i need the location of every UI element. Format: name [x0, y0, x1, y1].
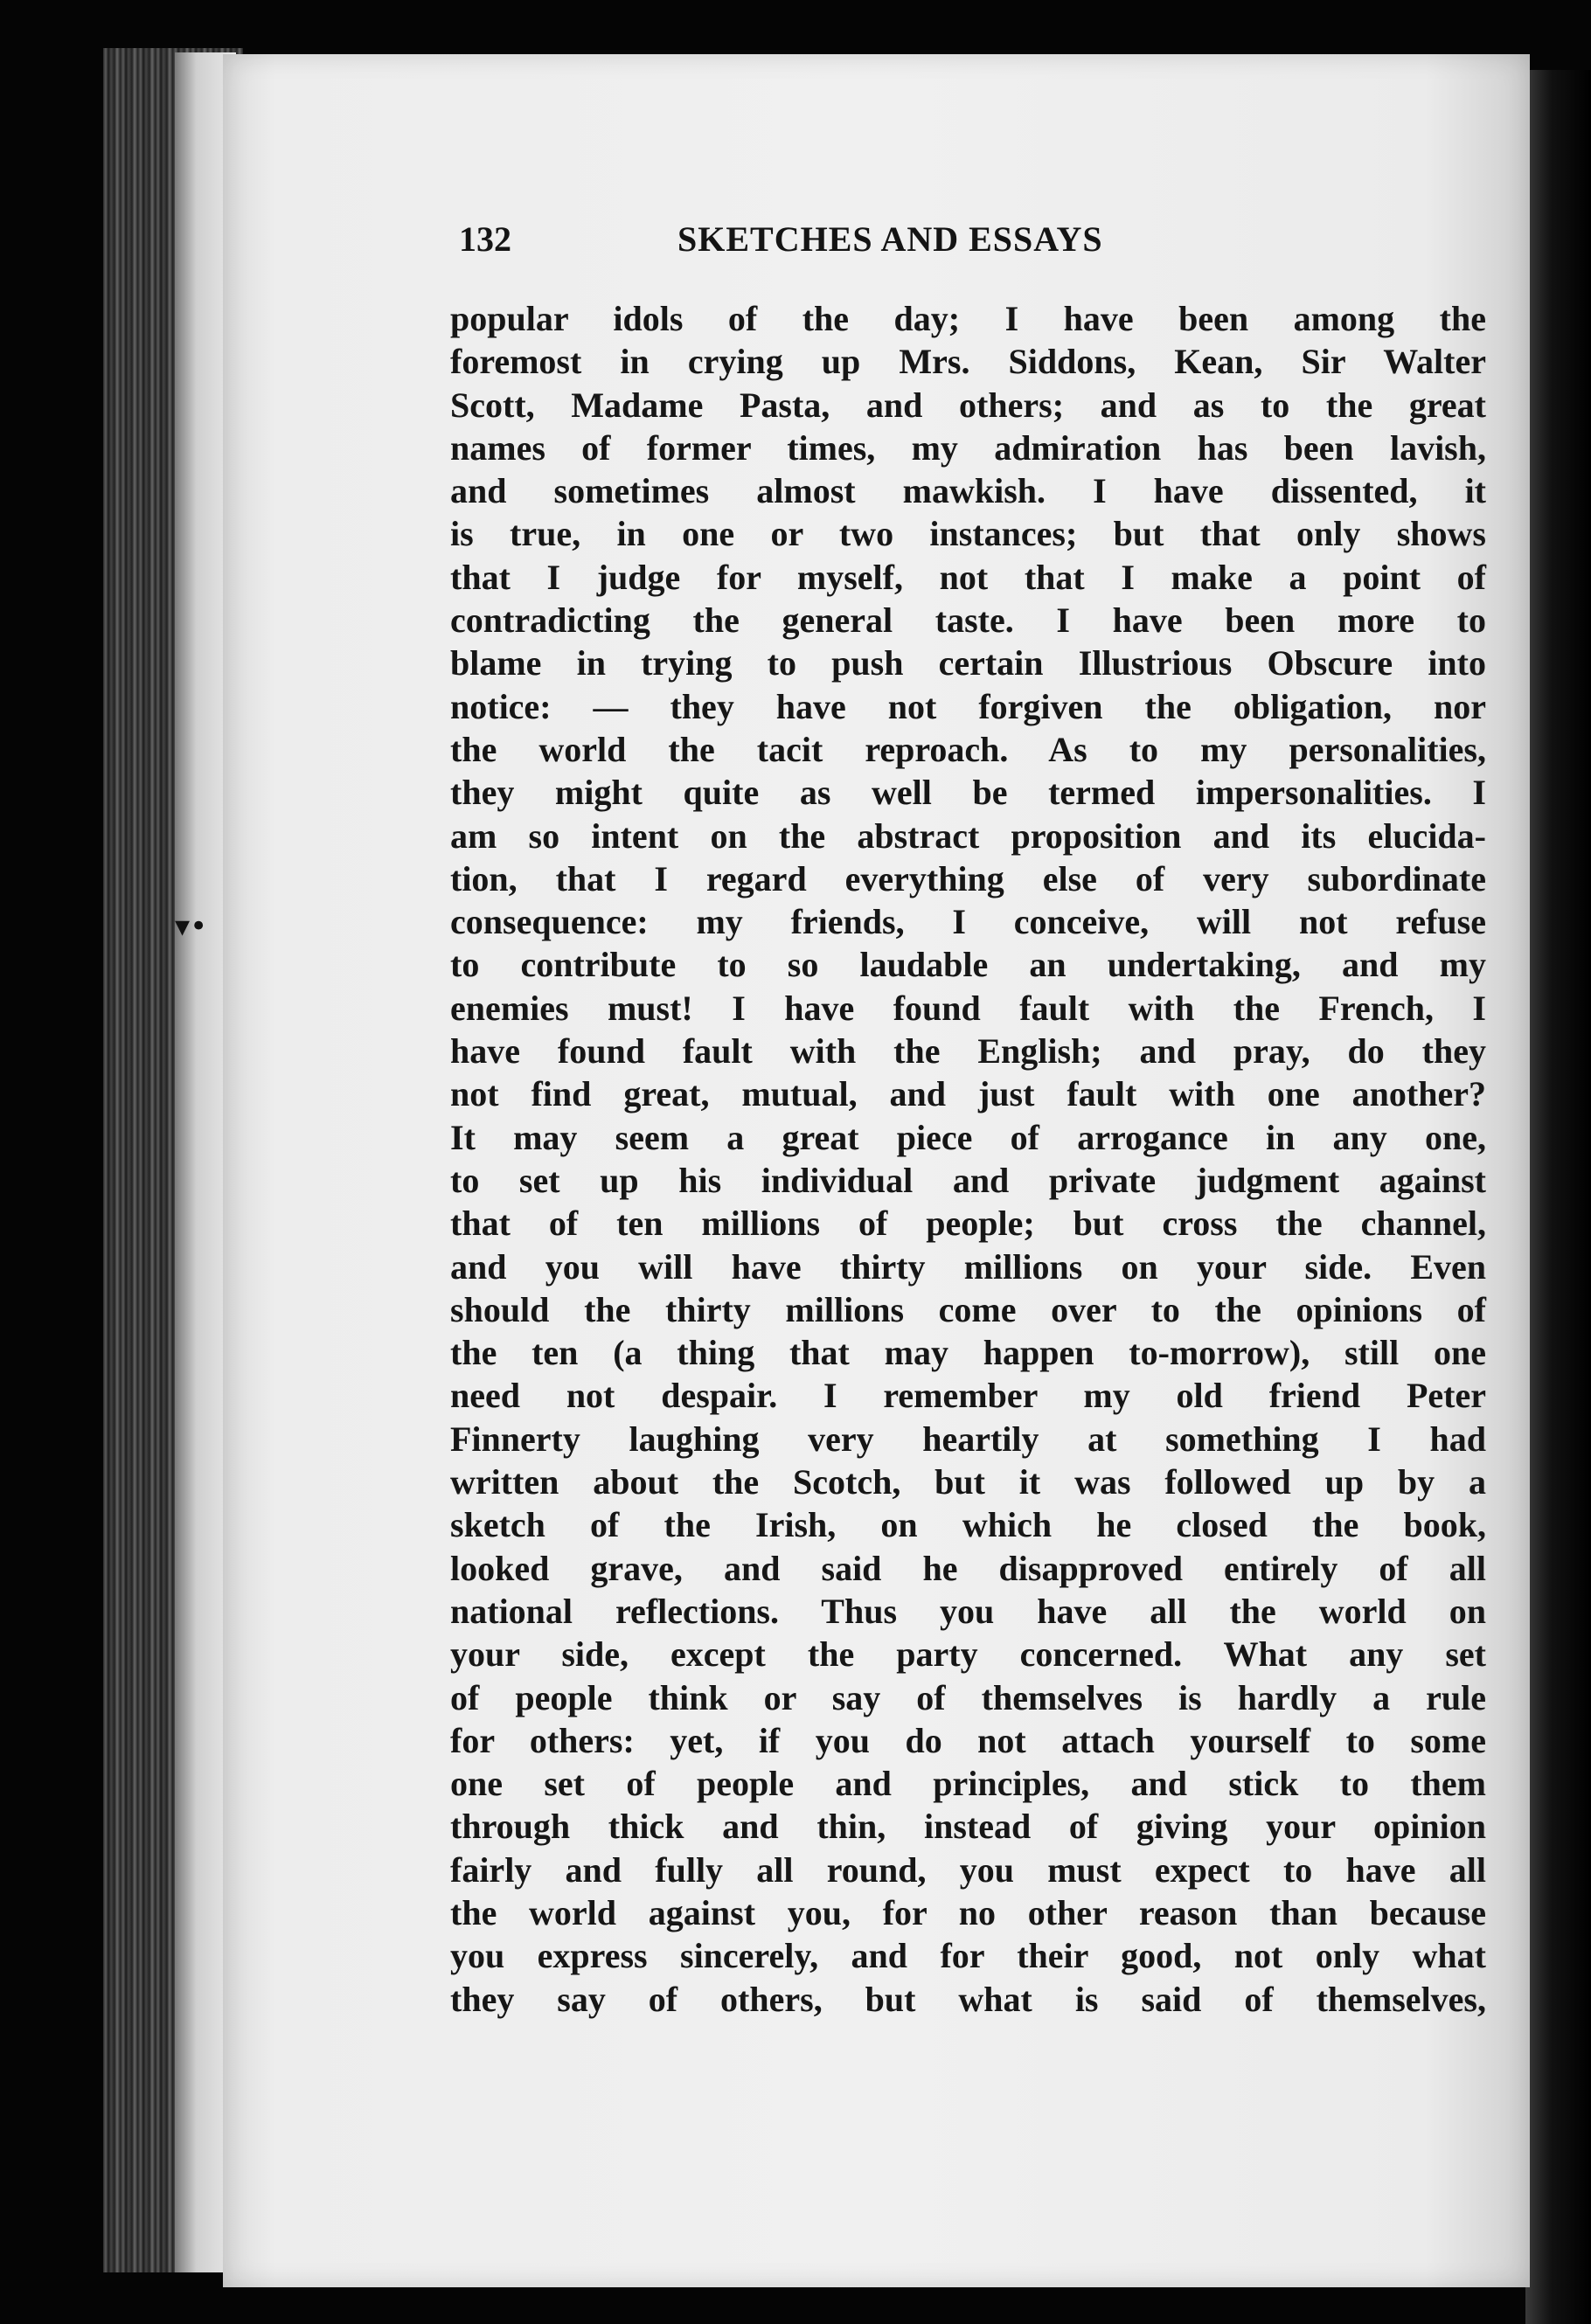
text-line: through thick and thin, instead of giving your opinion [450, 1807, 1486, 1847]
text-line: should the thirty millions come over to the opinions of [450, 1289, 1486, 1329]
text-line: enemies must! I have found fault with the French, I [450, 988, 1486, 1028]
text-line: notice: — they have not forgiven the obligation, nor [450, 686, 1486, 726]
text-line: national reflections. Thus you have all the world on [450, 1591, 1486, 1631]
text-line: fairly and fully all round, you must expect to have all [450, 1849, 1486, 1890]
text-line: and sometimes almost mawkish. I have dissented, it [450, 471, 1486, 511]
text-line: names of former times, my admiration has been lavish, [450, 427, 1486, 468]
text-line: not find great, mutual, and just fault with one another? [450, 1074, 1486, 1114]
text-line: Finnerty laughing very heartily at something I had [450, 1419, 1486, 1459]
page-header [459, 219, 1368, 271]
margin-ink-mark: ▾• [175, 909, 208, 944]
text-line: they might quite as well be termed impersonalities. I [450, 773, 1486, 813]
text-line: contradicting the general taste. I have been more to [450, 600, 1486, 641]
text-line: the world against you, for no other reason than because [450, 1892, 1486, 1932]
text-line: am so intent on the abstract proposition and its elucida- [450, 815, 1486, 856]
text-line: have found fault with the English; and pray, do they [450, 1031, 1486, 1072]
text-line: need not despair. I remember my old friend Peter [450, 1376, 1486, 1416]
text-line: that I judge for myself, not that I make a point of [450, 557, 1486, 597]
text-line: they say of others, but what is said of themselves, [450, 1979, 1486, 2019]
text-line: popular idols of the day; I have been among the [450, 299, 1486, 338]
text-line: for others: yet, if you do not attach yourself to some [450, 1720, 1486, 1760]
body-text [450, 297, 1486, 2021]
text-line: sketch of the Irish, on which he closed the book, [450, 1505, 1486, 1545]
text-line: It may seem a great piece of arrogance in any one, [450, 1117, 1486, 1157]
text-line: and you will have thirty millions on your side. Even [450, 1246, 1486, 1287]
text-line: foremost in crying up Mrs. Siddons, Kean, Sir Walter [450, 342, 1486, 382]
text-line: that of ten millions of people; but cross the channel, [450, 1204, 1486, 1244]
page-number: 132 [459, 219, 511, 259]
running-head: SKETCHES AND ESSAYS [677, 219, 1103, 259]
text-line: of people think or say of themselves is hardly a rule [450, 1677, 1486, 1717]
text-line: your side, except the party concerned. What any set [450, 1634, 1486, 1675]
text-line: is true, in one or two instances; but that only shows [450, 514, 1486, 554]
text-line: consequence: my friends, I conceive, will not refuse [450, 902, 1486, 942]
text-line: to set up his individual and private judgment against [450, 1160, 1486, 1200]
text-line: you express sincerely, and for their good, not only what [450, 1936, 1486, 1976]
text-line: looked grave, and said he disapproved entirely of all [450, 1548, 1486, 1588]
text-line: blame in trying to push certain Illustrious Obscure into [450, 643, 1486, 683]
text-line: tion, that I regard everything else of very subordinate [450, 858, 1486, 898]
text-line: the world the tacit reproach. As to my personalities, [450, 729, 1486, 769]
text-line: one set of people and principles, and stick to them [450, 1764, 1486, 1804]
text-line: Scott, Madame Pasta, and others; and as to the great [450, 385, 1486, 425]
text-line: written about the Scotch, but it was followed up by a [450, 1462, 1486, 1502]
text-line: the ten (a thing that may happen to-morrow), still one [450, 1333, 1486, 1373]
text-line: to contribute to so laudable an undertaking, and my [450, 945, 1486, 985]
book-right-edge [1525, 70, 1591, 2324]
